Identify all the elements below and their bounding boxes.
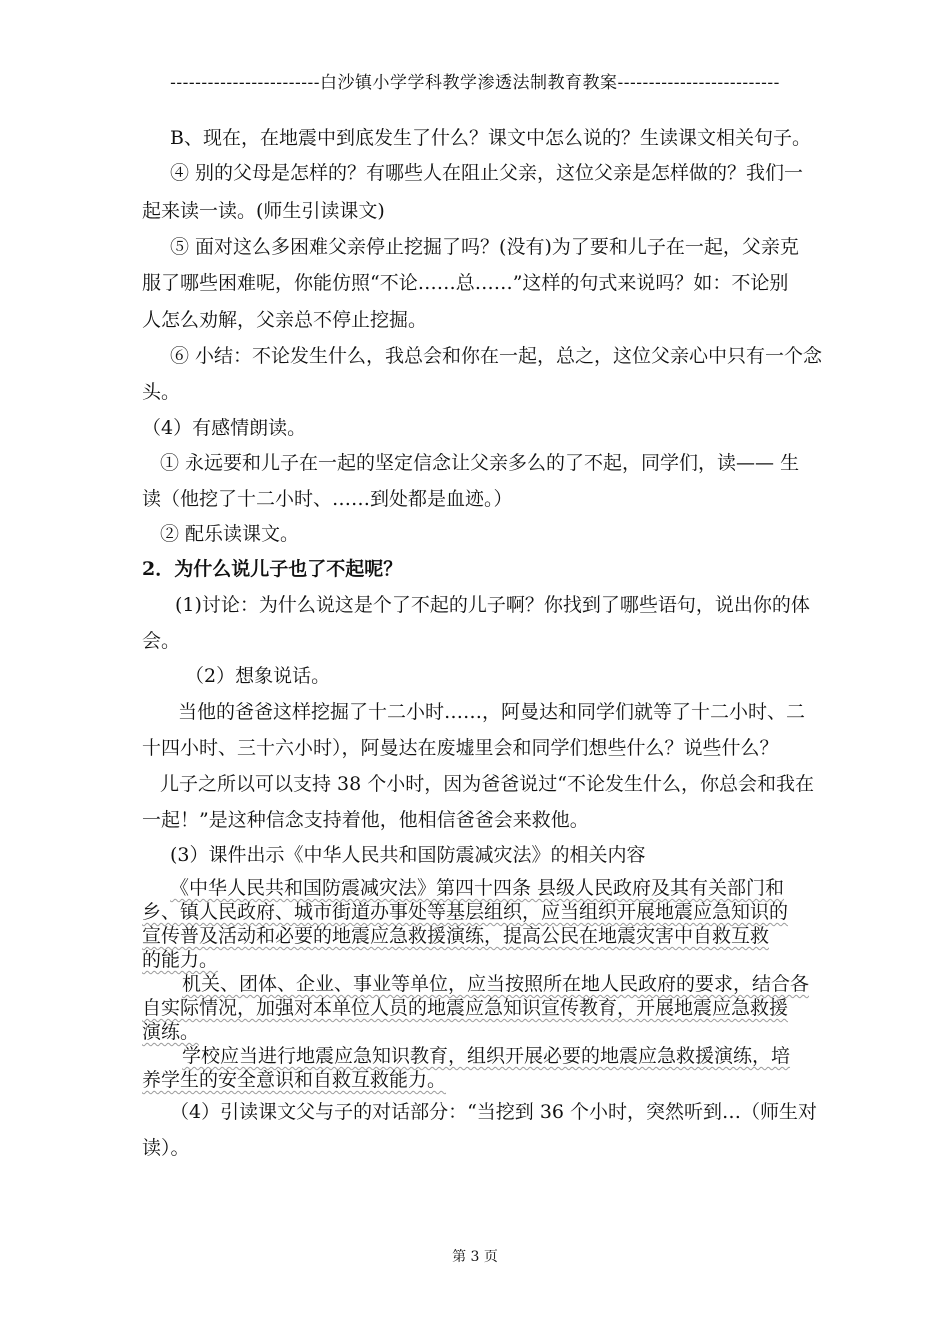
paragraph-line: 头。 [142,381,181,403]
law-quote-line: 的能力。 [142,949,219,971]
paragraph-line: 服了哪些困难呢，你能仿照“不论……总……”这样的句式来说吗？如：不论别 [142,272,789,294]
paragraph-line: 会。 [142,630,181,652]
law-quote-line: 乡、镇人民政府、城市街道办事处等基层组织，应当组织开展地震应急知识的 [142,901,789,923]
paragraph-line: 一起！”是这种信念支持着他，他相信爸爸会来救他。 [142,809,589,831]
paragraph-line: (3）课件出示《中华人民共和国防震减灾法》的相关内容 [170,844,646,866]
page-number: 第 3 页 [452,1249,498,1265]
law-quote-line: 机关、团体、企业、事业等单位，应当按照所在地人民政府的要求，结合各 [182,973,810,995]
paragraph-line: （4）引读课文父与子的对话部分：“当挖到 36 个小时，突然听到…（师生对 [170,1101,818,1123]
law-quote-line: 宣传普及活动和必要的地震应急救援演练，提高公民在地震灾害中自救互救 [142,925,770,947]
paragraph-line: 当他的爸爸这样挖掘了十二小时……，阿曼达和同学们就等了十二小时、二 [178,701,806,723]
paragraph-line: ④ 别的父母是怎样的？有哪些人在阻止父亲，这位父亲是怎样做的？我们一 [170,162,804,184]
paragraph-line: 读（他挖了十二小时、……到处都是血迹。） [142,488,513,510]
law-quote-line: 学校应当进行地震应急知识教育，组织开展必要的地震应急救援演练，培 [182,1045,791,1067]
law-quote-line: 自实际情况，加强对本单位人员的地震应急知识宣传教育，开展地震应急救援 [142,997,789,1019]
paragraph-line: 儿子之所以可以支持 38 个小时，因为爸爸说过“不论发生什么，你总会和我在 [160,773,814,795]
paragraph-line: 十四小时、三十六小时），阿曼达在废墟里会和同学们想些什么？说些什么？ [142,737,779,759]
paragraph-line: ① 永远要和儿子在一起的坚定信念让父亲多么的了不起，同学们，读—— 生 [160,452,800,474]
paragraph-line: 起来读一读。(师生引读课文) [142,200,385,222]
law-quote-line: 演练。 [142,1021,200,1043]
paragraph-line: （2）想象说话。 [185,665,331,687]
paragraph-line: ② 配乐读课文。 [160,523,300,545]
law-quote-line: 《中华人民共和国防震减灾法》第四十四条 县级人民政府及其有关部门和 [170,877,785,899]
paragraph-line: B、现在，在地震中到底发生了什么？课文中怎么说的？生读课文相关句子。 [170,127,811,149]
paragraph-line: 人怎么劝解，父亲总不停止挖掘。 [142,309,428,331]
paragraph-line: ⑤ 面对这么多困难父亲停止挖掘了吗？(没有)为了要和儿子在一起，父亲克 [170,236,799,258]
paragraph-line: (1)讨论：为什么说这是个了不起的儿子啊？你找到了哪些语句，说出你的体 [175,594,810,616]
law-quote-line: 养学生的安全意识和自救互救能力。 [142,1069,447,1091]
paragraph-line: 读）。 [142,1137,190,1159]
page-header: ------------------------白沙镇小学学科教学渗透法制教育教案-------------------------- [170,73,780,93]
paragraph-line: ⑥ 小结：不论发生什么，我总会和你在一起，总之，这位父亲心中只有一个念 [170,345,823,367]
paragraph-line: （4）有感情朗读。 [142,417,307,439]
section-heading: 2．为什么说儿子也了不起呢？ [142,558,403,580]
